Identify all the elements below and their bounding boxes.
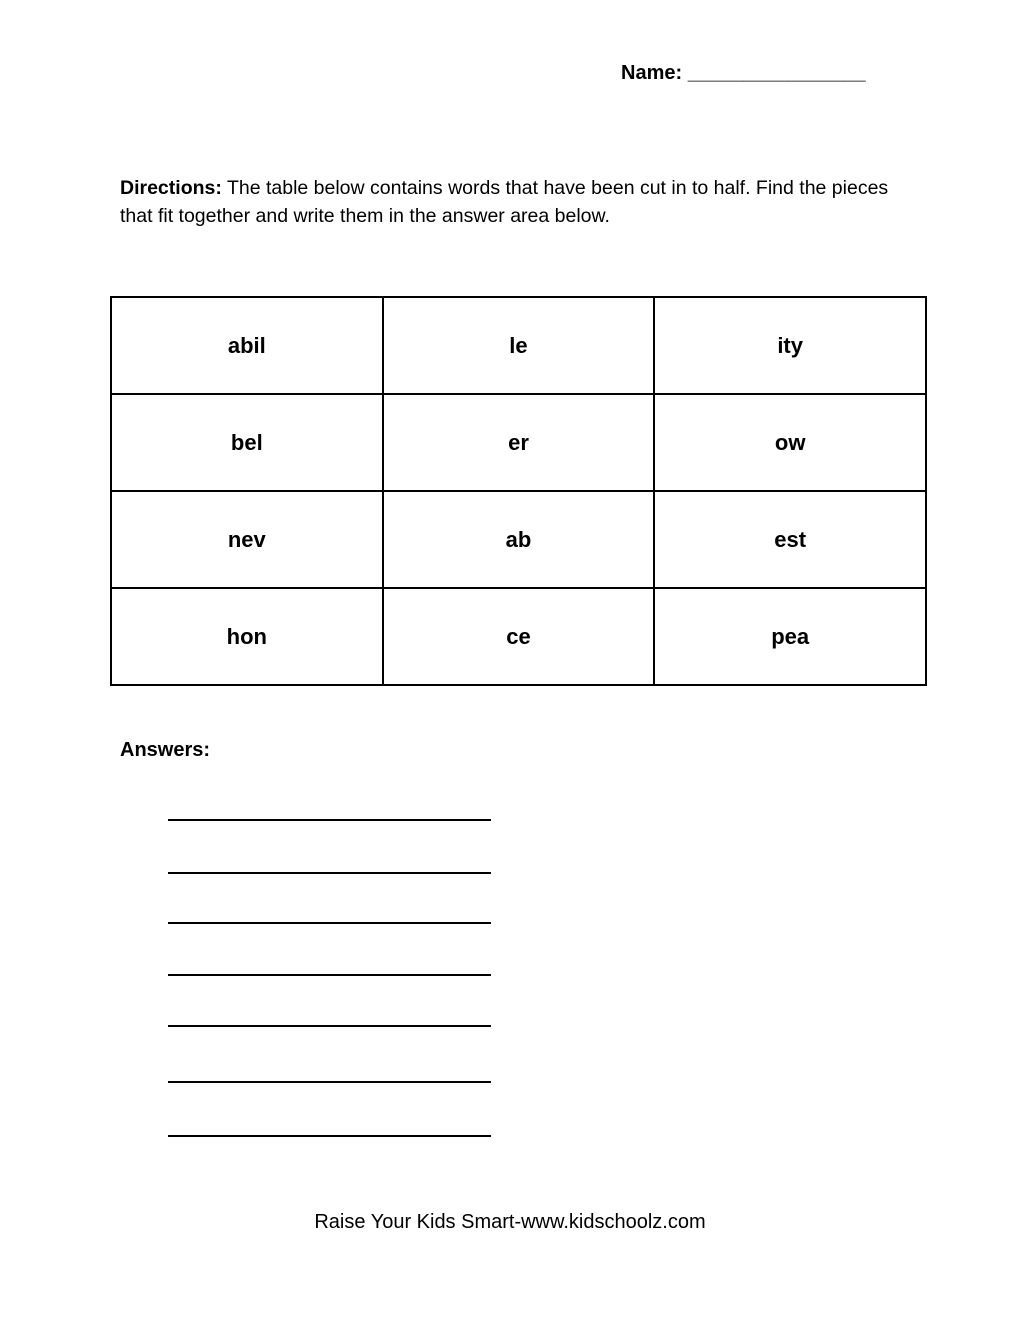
table-cell: er — [383, 394, 655, 491]
answer-line[interactable] — [168, 872, 491, 874]
table-row — [111, 588, 926, 685]
table-cell: ow — [654, 394, 926, 491]
name-field — [621, 62, 866, 85]
answer-line[interactable] — [168, 974, 491, 976]
answer-line[interactable] — [168, 1025, 491, 1027]
table-cell: abil — [111, 297, 383, 394]
table-cell: ab — [383, 491, 655, 588]
directions-label: Directions: — [120, 177, 222, 199]
footer-credit: Raise Your Kids Smart-www.kidschoolz.com — [314, 1211, 706, 1233]
word-pieces-table — [110, 296, 927, 686]
table-cell: ce — [383, 588, 655, 685]
table-cell: est — [654, 491, 926, 588]
name-blank: ________________ — [687, 62, 866, 84]
table-cell: ity — [654, 297, 926, 394]
table-row — [111, 394, 926, 491]
table-cell: pea — [654, 588, 926, 685]
answer-line[interactable] — [168, 819, 491, 821]
directions-text: The table below contains words that have been cut in to half. Find the pieces that fit together and write them in the answer area below. — [120, 177, 889, 227]
answer-line[interactable] — [168, 1135, 491, 1137]
table-cell: hon — [111, 588, 383, 685]
table-cell: le — [383, 297, 655, 394]
answers-label: Answers: — [120, 739, 211, 761]
directions — [120, 174, 910, 230]
table-row — [111, 297, 926, 394]
table-cell: bel — [111, 394, 383, 491]
table-cell: nev — [111, 491, 383, 588]
answer-line[interactable] — [168, 1081, 491, 1083]
answer-line[interactable] — [168, 922, 491, 924]
table-row — [111, 491, 926, 588]
name-label: Name: — [621, 62, 683, 84]
